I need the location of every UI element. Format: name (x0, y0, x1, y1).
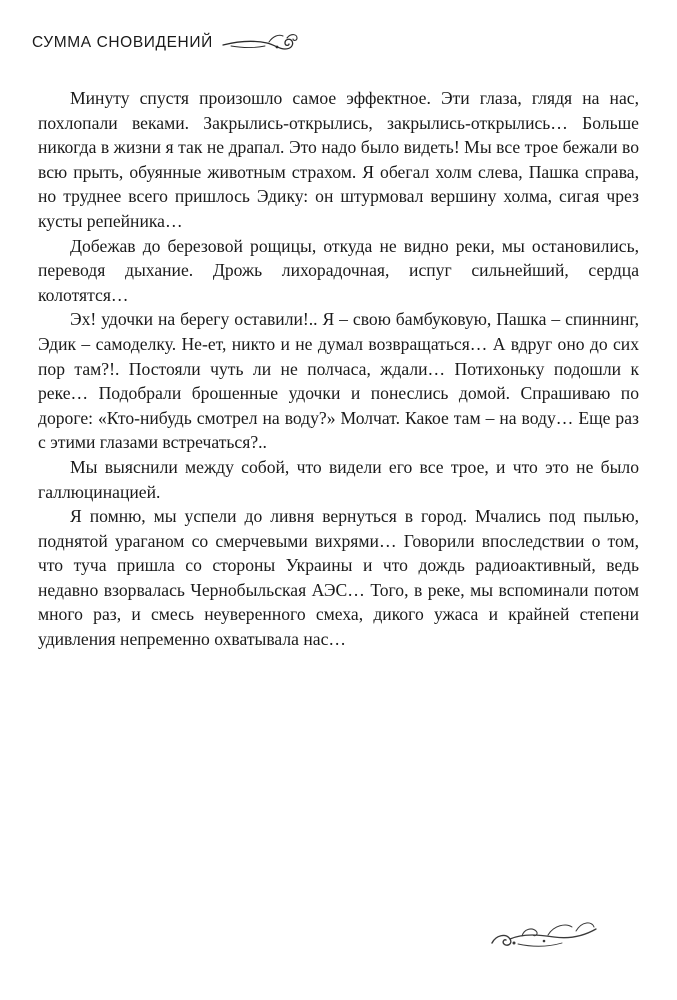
paragraph: Минуту спустя произошло самое эффектное. Эти глаза, глядя на нас, похлопали веками. Закрылись-открылись, закрылись-открылись… Больше никогда в жизни я так не драпал. Это надо было видеть! Мы все трое бежали во всю прыть, обуянные животным страхом. Я обегал холм слева, Пашка справа, но труднее всего пришлось Эдику: он штурмовал вершину холма, сигая чрез кусты репейника… (38, 88, 639, 231)
flourish-ornament-icon (488, 913, 600, 957)
running-head-title: СУММА СНОВИДЕНИЙ (32, 34, 213, 51)
paragraph: Мы выяснили между собой, что видели его все трое, и что это не было галлюцинацией. (38, 456, 639, 502)
paragraph: Добежав до березовой рощицы, откуда не видно реки, мы остановились, переводя дыхание. Дрожь лихорадочная, испуг сильнейший, сердца колотятся… (38, 235, 639, 305)
running-head (32, 30, 299, 56)
paragraph: Я помню, мы успели до ливня вернуться в город. Мчались под пылью, поднятой ураганом со смерчевыми вихрями… Говорили впоследствии о том, что туча пришла со стороны Украины и что дождь радиоактивный, ведь недавно взорвалась Чернобыльская АЭС… Того, в реке, мы вспоминали потом много раз, и смесь неуверенного смеха, дикого ужаса и крайней степени удивления непременно охватывала нас… (38, 506, 639, 650)
paragraph: Эх! удочки на берегу оставили!.. Я – свою бамбуковую, Пашка – спиннинг, Эдик – самоделку. Не-ет, никто и не думал возвращаться… А вдруг оно до сих пор там?!. Постояли чуть ли не полчаса, ждали… Потихоньку подошли к реке… Подобрали брошенные удочки и понеслись домой. Спрашиваю по дороге: «Кто-нибудь смотрел на воду?» Молчат. Какое там – на воду… Еще раз с этими глазами встречаться?.. (38, 309, 639, 453)
page-text (38, 86, 639, 652)
flourish-ornament-icon (221, 30, 299, 56)
